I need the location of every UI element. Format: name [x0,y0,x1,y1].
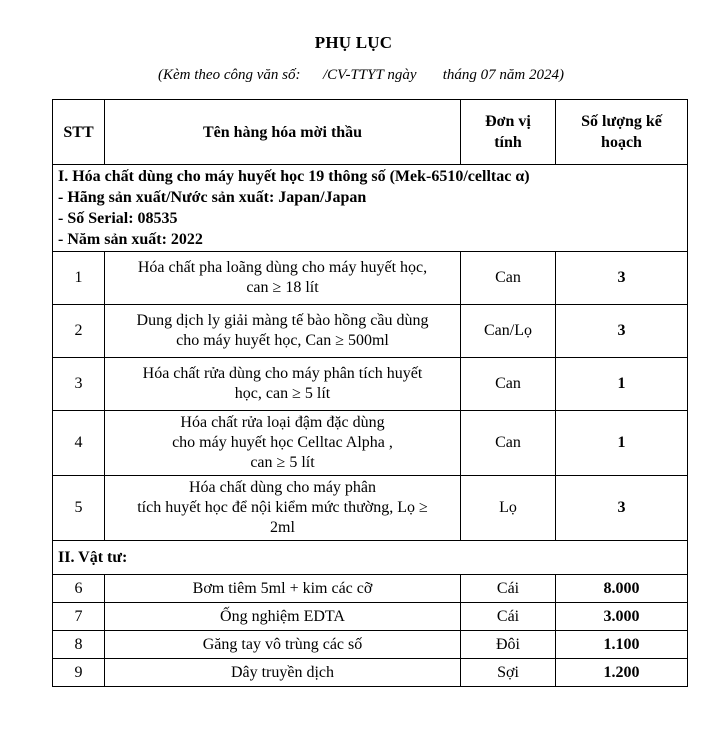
table-row [53,358,688,411]
section-1-serial: - Số Serial: 08535 [58,210,178,227]
row-stt: 4 [53,411,105,476]
row-name-line: can ≥ 18 lít [246,279,319,296]
row-name [105,358,461,411]
row-unit: Can [461,411,556,476]
row-qty: 3 [556,252,688,305]
row-unit: Lọ [461,476,556,541]
row-qty: 3 [556,476,688,541]
row-qty: 3.000 [556,603,688,631]
table-row [53,476,688,541]
table-row [53,305,688,358]
row-qty: 1 [556,358,688,411]
table-row [53,575,688,603]
section-1-manufacturer: - Hãng sản xuất/Nước sản xuất: Japan/Japan [58,189,367,206]
row-stt: 8 [53,631,105,659]
header-qty-line1: Số lượng kế [581,113,662,130]
row-name-line: cho máy huyết học, Can ≥ 500ml [176,332,389,349]
row-qty: 1.100 [556,631,688,659]
section-2-title: II. Vật tư: [53,541,688,575]
header-unit-line1: Đơn vị [485,113,531,130]
row-stt: 1 [53,252,105,305]
section-1-title: I. Hóa chất dùng cho máy huyết học 19 thông số (Mek-6510/celltac α) [58,168,530,185]
row-qty: 1.200 [556,659,688,687]
row-stt: 6 [53,575,105,603]
row-name [105,305,461,358]
header-unit [461,100,556,165]
header-stt: STT [53,100,105,165]
table-row [53,252,688,305]
row-name-line: Hóa chất rửa dùng cho máy phân tích huyết [142,365,423,382]
table-row [53,603,688,631]
row-stt: 7 [53,603,105,631]
row-qty: 1 [556,411,688,476]
row-unit: Cái [461,603,556,631]
row-stt: 9 [53,659,105,687]
header-unit-line2: tính [494,134,522,151]
table-row [53,631,688,659]
section-1-header [53,165,688,252]
document-title: PHỤ LỤC [314,33,393,52]
document-subtitle: (Kèm theo công văn số: /CV-TTYT ngày tháng 07 năm 2024) [158,67,564,83]
section-1-year: - Năm sản xuất: 2022 [58,231,203,248]
row-name-line: 2ml [270,519,295,536]
row-unit: Can [461,358,556,411]
row-name-line: can ≥ 5 lít [250,454,315,471]
row-stt: 2 [53,305,105,358]
row-name: Găng tay vô trùng các số [105,631,461,659]
header-name: Tên hàng hóa mời thầu [105,100,461,165]
section-2-header [53,541,688,575]
row-name: Bơm tiêm 5ml + kim các cỡ [105,575,461,603]
section-1-cell [53,165,688,252]
row-name-line: tích huyết học để nội kiểm mức thường, Lọ ≥ [137,499,428,516]
row-qty: 8.000 [556,575,688,603]
row-name [105,252,461,305]
row-name: Ống nghiệm EDTA [105,603,461,631]
header-qty-line2: hoạch [601,134,642,151]
row-name-line: Hóa chất pha loãng dùng cho máy huyết học, [137,259,428,276]
row-name-line: cho máy huyết học Celltac Alpha , [172,434,393,451]
row-unit: Sợi [461,659,556,687]
row-stt: 3 [53,358,105,411]
row-qty: 3 [556,305,688,358]
row-name: Dây truyền dịch [105,659,461,687]
row-name-line: học, can ≥ 5 lít [234,385,331,402]
row-name-line: Dung dịch ly giải màng tế bào hồng cầu dùng [136,312,429,329]
row-name-line: Hóa chất rửa loại đậm đặc dùng [180,414,385,431]
procurement-table [52,99,688,687]
table-header-row [53,100,688,165]
row-unit: Đôi [461,631,556,659]
table-row [53,659,688,687]
header-qty [556,100,688,165]
table-row [53,411,688,476]
row-name [105,476,461,541]
row-unit: Cái [461,575,556,603]
row-name [105,411,461,476]
row-stt: 5 [53,476,105,541]
row-unit: Can [461,252,556,305]
row-unit: Can/Lọ [461,305,556,358]
row-name-line: Hóa chất dùng cho máy phân [188,479,377,496]
